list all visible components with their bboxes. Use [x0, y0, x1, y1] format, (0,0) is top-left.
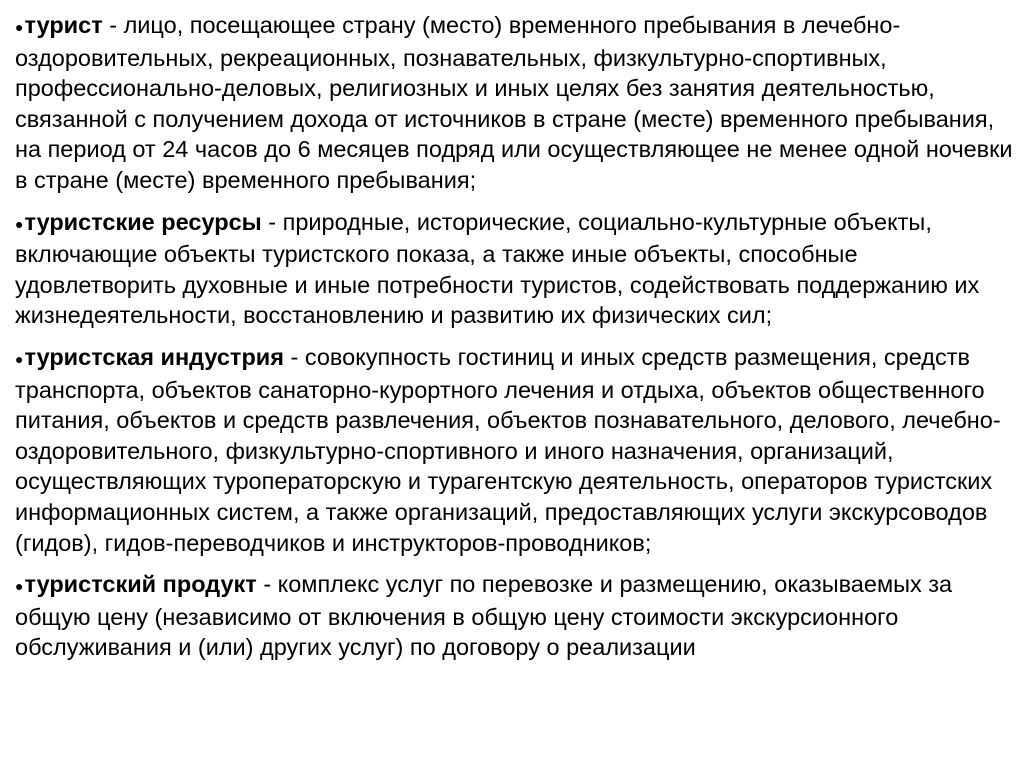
definition-text: - лицо, посещающее страну (место) временного пребывания в лечебно-оздоровительных, рекреационных, познавательных, физкультурно-спортивных, профессионально-деловых, религиозных и иных целях без занятия деятельностью, связанной с получением дохода от источников в стране (месте) временного пребывания, на период от 24 часов до 6 месяцев подряд или осуществляющее не менее одной ночевки в стране (месте) временного пребывания;: [15, 12, 1013, 193]
term-tourist-resources: туристские ресурсы: [24, 208, 262, 235]
definition-tourist-resources: [15, 207, 1019, 331]
term-tourist: турист: [24, 12, 103, 38]
definition-tourist: [15, 10, 1019, 196]
definitions-list: [15, 10, 1019, 674]
definition-tourist-industry: [15, 342, 1019, 558]
bullet-icon: ●: [15, 350, 24, 367]
term-tourist-industry: туристская индустрия: [24, 343, 284, 370]
bullet-icon: ●: [15, 578, 24, 595]
definition-tourist-product: [15, 569, 1019, 663]
definition-text: - совокупность гостиниц и иных средств размещения, средств транспорта, объектов санаторно-курортного лечения и отдыха, объектов общественного питания, объектов и средств развлечения, объектов познавательного, делового, лечебно-оздоровительного, физкультурно-спортивного и иного назначения, организаций, осуществляющих туроператорскую и турагентскую деятельность, операторов туристских информационных систем, а также организаций, предоставляющих услуги экскурсоводов (гидов), гидов-переводчиков и инструкторов-проводников;: [15, 343, 1001, 556]
definition-text: - природные, исторические, социально-культурные объекты, включающие объекты туристского показа, а также иные объекты, способные удовлетворить духовные и иные потребности туристов, содействовать поддержанию их жизнедеятельности, восстановлению и развитию их физических сил;: [15, 208, 980, 329]
bullet-icon: ●: [15, 19, 24, 35]
definition-text: - комплекс услуг по перевозке и размещению, оказываемых за общую цену (независимо от включения в общую цену стоимости экскурсионного обслуживания и (или) других услуг) по договору о реализации: [15, 571, 953, 661]
bullet-icon: ●: [15, 215, 24, 232]
term-tourist-product: туристский продукт: [24, 571, 257, 598]
